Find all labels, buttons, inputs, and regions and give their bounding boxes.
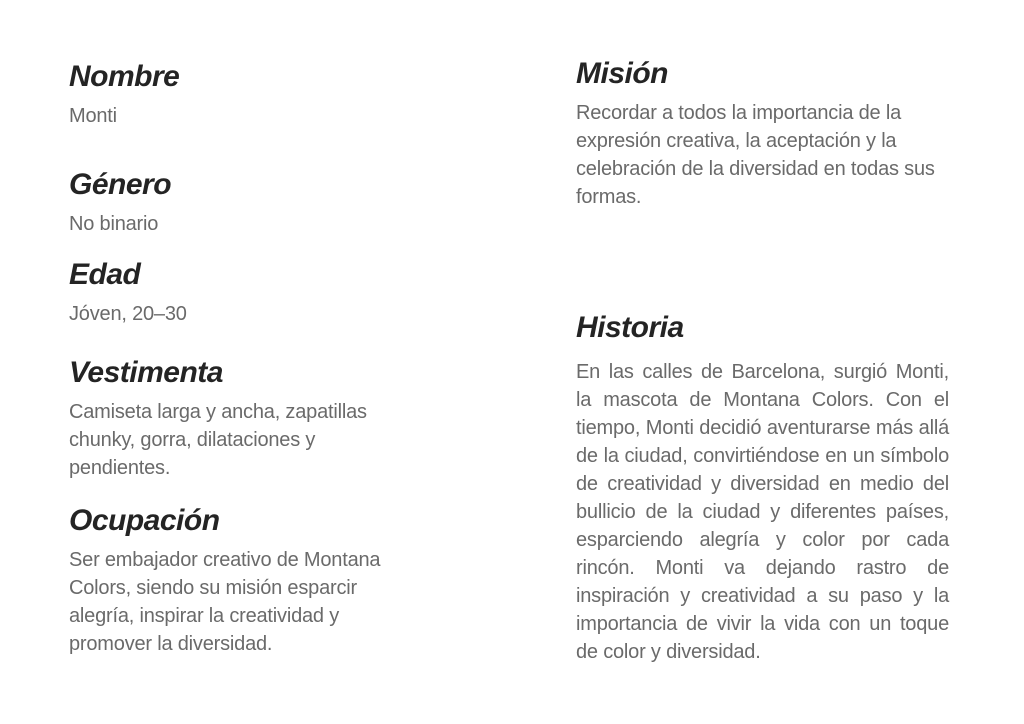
historia-value: En las calles de Barcelona, surgió Monti, la mascota de Montana Colors. Con el tiempo, Monti decidió aventurarse más allá de la ciudad, convirtiéndose en un símbolo de creatividad y diversidad en medio del bullicio de la ciudad y diferentes países, esparciendo alegría y color por cada rincón. Monti va dejando rastro de inspiración y creatividad a su paso y la importancia de vivir la vida con un toque de color y diversidad. (576, 361, 949, 663)
section-nombre (69, 60, 415, 130)
genero-value: No binario (69, 213, 159, 235)
mision-value: Recordar a todos la importancia de la expresión creativa, la aceptación y la celebración de la diversidad en todas sus formas. (576, 102, 935, 208)
edad-heading: Edad (69, 258, 141, 291)
nombre-value: Monti (69, 105, 117, 127)
mision-heading: Misión (576, 57, 668, 90)
nombre-heading: Nombre (69, 60, 180, 93)
edad-value: Jóven, 20–30 (69, 303, 187, 325)
ocupacion-value: Ser embajador creativo de Montana Colors, siendo su misión esparcir alegría, inspirar la creatividad y promover la diversidad. (69, 549, 381, 655)
section-vestimenta (69, 356, 415, 482)
ocupacion-heading: Ocupación (69, 504, 220, 537)
section-ocupacion (69, 504, 415, 658)
section-mision (576, 57, 949, 211)
historia-heading: Historia (576, 311, 684, 344)
vestimenta-heading: Vestimenta (69, 356, 223, 389)
left-column (69, 60, 415, 658)
section-edad (69, 258, 415, 328)
section-genero (69, 168, 415, 238)
section-historia (576, 311, 949, 666)
vestimenta-value: Camiseta larga y ancha, zapatillas chunky, gorra, dilataciones y pendientes. (69, 401, 367, 479)
right-column (576, 57, 949, 666)
genero-heading: Género (69, 168, 172, 201)
